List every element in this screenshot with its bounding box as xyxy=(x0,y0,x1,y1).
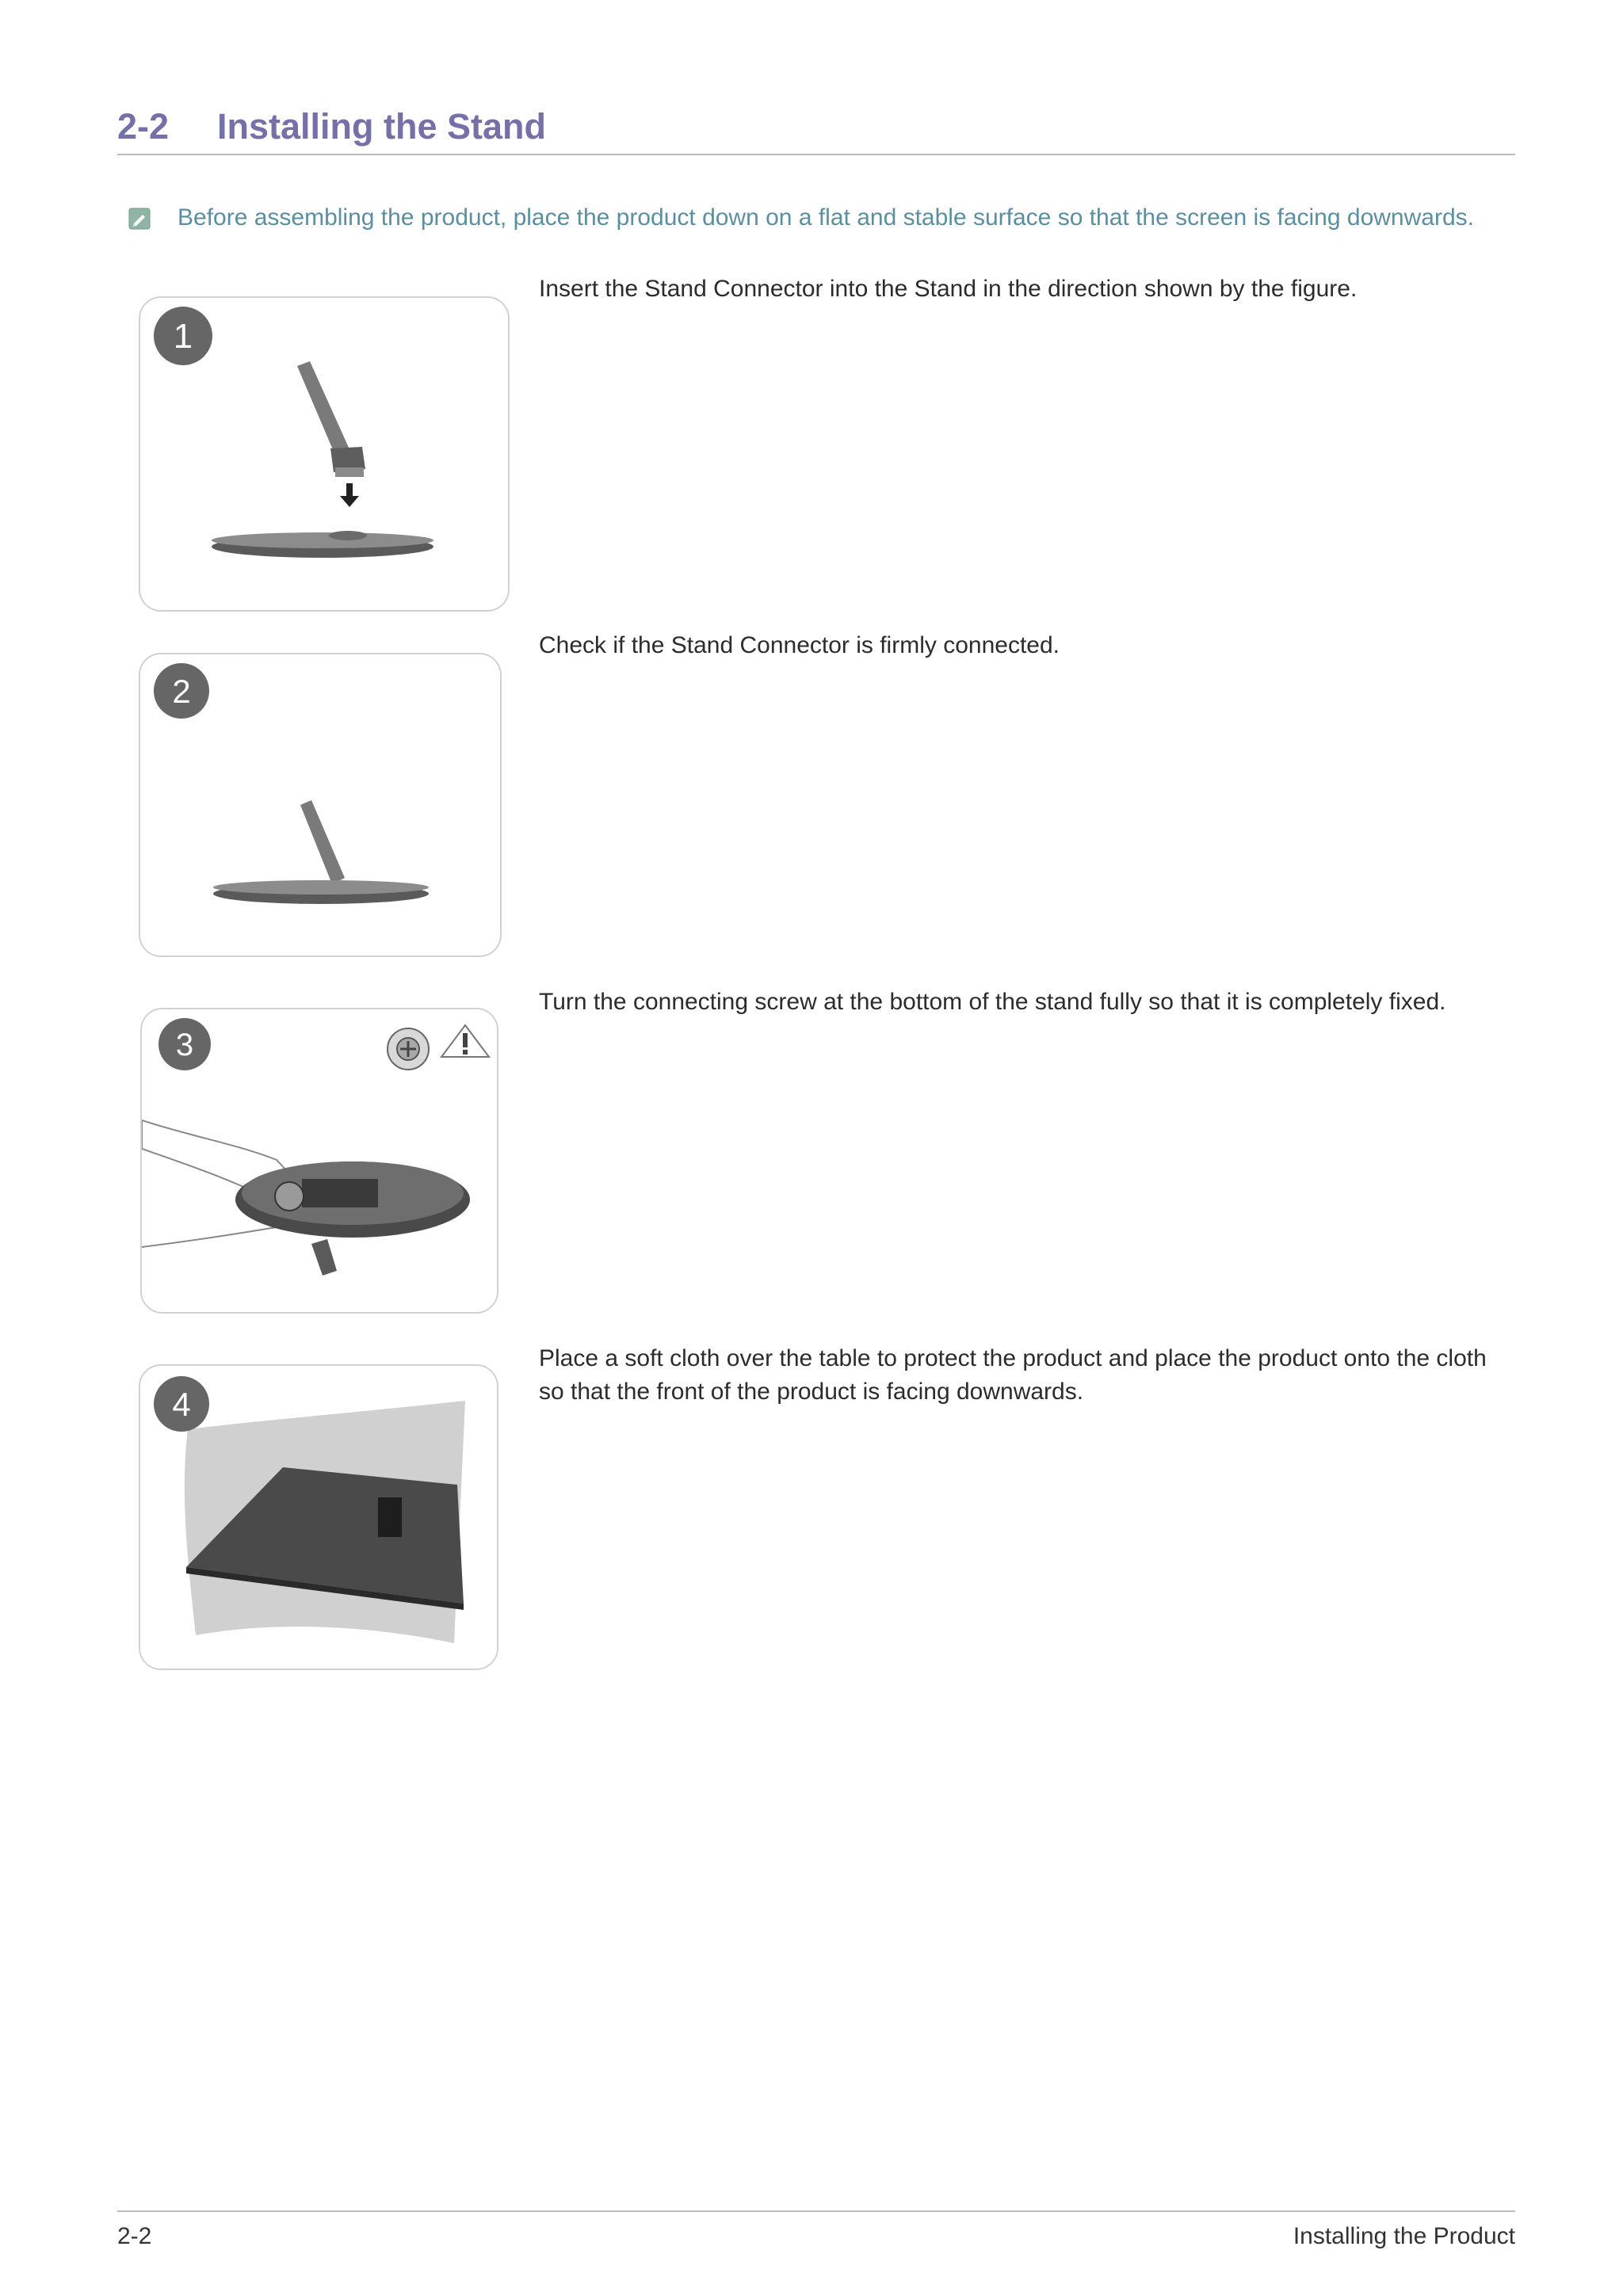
screw-icon xyxy=(388,1028,429,1070)
step-number: 4 xyxy=(172,1386,191,1423)
note-box xyxy=(128,204,1523,236)
step-3-figure xyxy=(140,1008,498,1314)
step-4-text: Place a soft cloth over the table to protect the product and place the product onto the cloth so that the front of the product is facing downwards. xyxy=(539,1345,1487,1405)
note-text: Before assembling the product, place the product down on a flat and stable surface so that the screen is facing downwards. xyxy=(178,204,1474,231)
step-number-badge xyxy=(154,307,212,365)
section-header xyxy=(117,101,1515,155)
section-title: Installing the Stand xyxy=(217,106,547,147)
step-number: 2 xyxy=(172,673,191,710)
step-3-text: Turn the connecting screw at the bottom of the stand fully so that it is completely fixed. xyxy=(539,989,1446,1015)
warning-icon xyxy=(441,1025,489,1057)
step-4-figure xyxy=(139,1364,498,1670)
step-2-figure xyxy=(139,653,502,957)
note-icon xyxy=(128,208,151,230)
footer-page-number: 2-2 xyxy=(117,2223,152,2249)
step-1-text: Insert the Stand Connector into the Stand in the direction shown by the figure. xyxy=(539,276,1358,302)
step-number: 1 xyxy=(173,317,193,356)
step-2-text: Check if the Stand Connector is firmly connected. xyxy=(539,632,1060,658)
step-1-figure xyxy=(139,296,510,612)
step-number-badge xyxy=(154,1376,209,1432)
step-number: 3 xyxy=(175,1028,194,1062)
stand-connector-illustration xyxy=(297,361,365,477)
stand-base-illustration xyxy=(212,531,433,558)
stand-assembled-illustration xyxy=(213,800,429,904)
step-number-badge xyxy=(154,663,209,719)
hand-turning-screw-illustration xyxy=(142,1120,470,1276)
footer-rule xyxy=(117,2210,1515,2212)
section-number: 2-2 xyxy=(117,106,170,147)
down-arrow-icon xyxy=(340,483,359,507)
step-number-badge xyxy=(158,1018,211,1070)
footer-chapter-title: Installing the Product xyxy=(1293,2223,1515,2249)
